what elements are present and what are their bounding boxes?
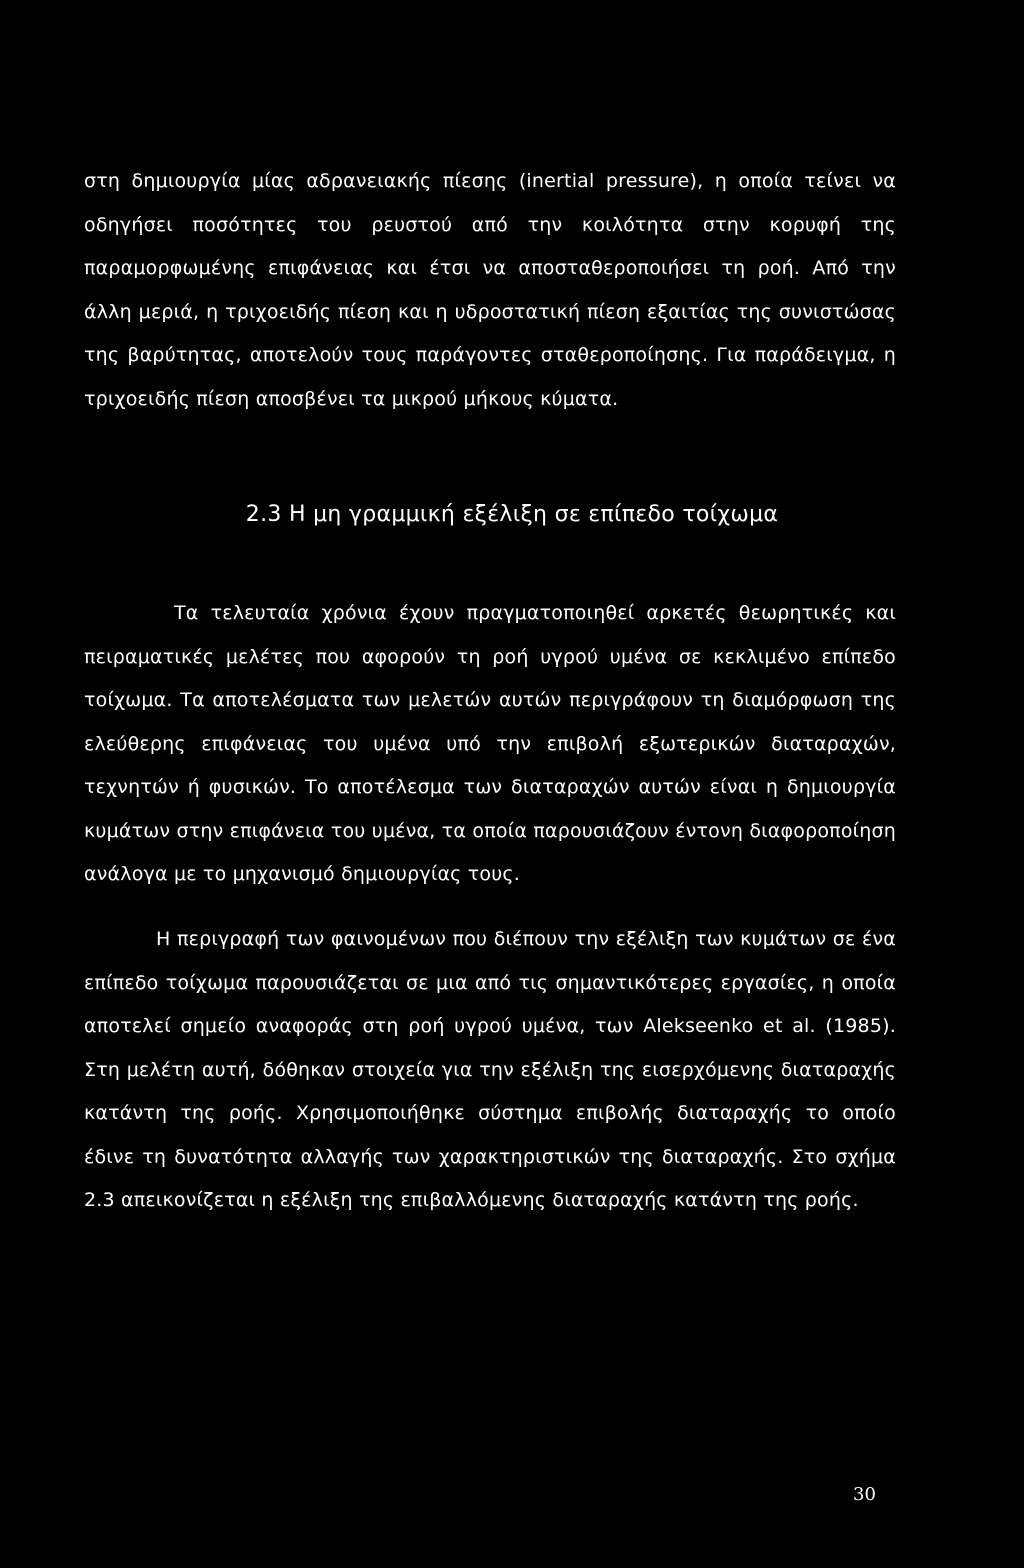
paragraph-continuation: στη δημιουργία μίας αδρανειακής πίεσης (inertial pressure), η οποία τείνει να οδηγήσει ποσότητες του ρευστού από την κοιλότητα στην κορυφή της παραμορφωμένης επιφάνειας και έτσι να αποσταθεροποιήσει τη ροή. Από την άλλη μεριά, η τριχοειδής πίεση και η υδροστατική πίεση εξαιτίας της συνιστώσας της βαρύτητας, αποτελούν τους παράγοντες σταθεροποίησης. Για παράδειγμα, η τριχοειδής πίεση αποσβένει τα μικρού μήκους κύματα. (84, 170, 896, 410)
section-heading: 2.3 Η μη γραμμική εξέλιξη σε επίπεδο τοίχωμα (245, 502, 779, 527)
paragraph-studies-overview: Τα τελευταία χρόνια έχουν πραγματοποιηθεί αρκετές θεωρητικές και πειραματικές μελέτες που αφορούν τη ροή υγρού υμένα σε κεκλιμένο επίπεδο τοίχωμα. Τα αποτελέσματα των μελετών αυτών περιγράφουν τη διαμόρφωση της ελεύθερης επιφάνειας του υμένα υπό την επιβολή εξωτερικών διαταραχών, τεχνητών ή φυσικών. Το αποτέλεσμα των διαταραχών αυτών είναι η δημιουργία κυμάτων στην επιφάνεια του υμένα, τα οποία παρουσιάζουν έντονη διαφοροποίηση ανάλογα με το μηχανισμό δημιουργίας τους. (84, 602, 896, 885)
page-number: 30 (853, 1484, 876, 1505)
paragraph-alekseenko-study: Η περιγραφή των φαινομένων που διέπουν την εξέλιξη των κυμάτων σε ένα επίπεδο τοίχωμα παρουσιάζεται σε μια από τις σημαντικότερες εργασίες, η οποία αποτελεί σημείο αναφοράς στη ροή υγρού υμένα, των Alekseenko et al. (1985). Στη μελέτη αυτή, δόθηκαν στοιχεία για την εξέλιξη της εισερχόμενης διαταραχής κατάντη της ροής. Χρησιμοποιήθηκε σύστημα επιβολής διαταραχής το οποίο έδινε τη δυνατότητα αλλαγής των χαρακτηριστικών της διαταραχής. Στο σχήμα 2.3 απεικονίζεται η εξέλιξη της επιβαλλόμενης διαταραχής κατάντη της ροής. (84, 928, 896, 1211)
